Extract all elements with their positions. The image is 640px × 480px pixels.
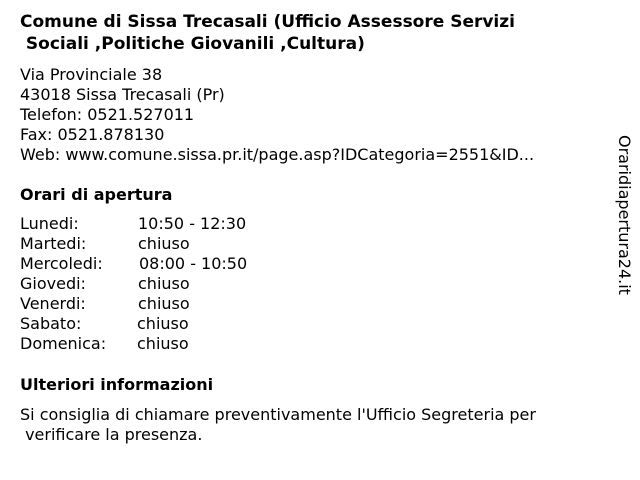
hours-row-monday bbox=[20, 214, 380, 234]
day-label: Giovedi: bbox=[20, 274, 86, 293]
phone-number: Telefon: 0521.527011 bbox=[20, 105, 195, 124]
hours-row-sunday bbox=[20, 334, 380, 354]
fax-number: Fax: 0521.878130 bbox=[20, 125, 165, 144]
site-brand-vertical: Oraridiapertura24.it bbox=[615, 135, 634, 295]
day-hours: chiuso bbox=[137, 334, 189, 353]
hours-row-saturday bbox=[20, 314, 380, 334]
opening-hours-list bbox=[20, 214, 380, 354]
day-label: Mercoledi: bbox=[20, 254, 103, 273]
opening-hours-heading: Orari di apertura bbox=[20, 185, 173, 204]
day-label: Lunedi: bbox=[20, 214, 79, 233]
day-hours: 10:50 - 12:30 bbox=[138, 214, 247, 233]
hours-row-thursday bbox=[20, 274, 380, 294]
more-info-text: Si consiglia di chiamare preventivamente l'Ufficio Segreteria per verificare la presenza. bbox=[20, 405, 536, 444]
day-hours: chiuso bbox=[138, 274, 190, 293]
address-street: Via Provinciale 38 bbox=[20, 65, 163, 84]
day-hours: chiuso bbox=[138, 234, 190, 253]
contact-block bbox=[20, 65, 534, 165]
more-info-heading: Ulteriori informazioni bbox=[20, 375, 214, 394]
day-hours: chiuso bbox=[137, 314, 189, 333]
day-label: Venerdi: bbox=[20, 294, 86, 313]
day-hours: 08:00 - 10:50 bbox=[139, 254, 248, 273]
page-title: Comune di Sissa Trecasali (Ufficio Assessore Servizi Sociali ,Politiche Giovanili ,Cultura) bbox=[20, 12, 515, 54]
day-label: Martedi: bbox=[20, 234, 87, 253]
hours-row-wednesday bbox=[20, 254, 380, 274]
website-link[interactable]: Web: www.comune.sissa.pr.it/page.asp?IDCategoria=2551&ID... bbox=[20, 145, 535, 164]
day-label: Sabato: bbox=[20, 314, 82, 333]
hours-row-tuesday bbox=[20, 234, 380, 254]
hours-row-friday bbox=[20, 294, 380, 314]
day-label: Domenica: bbox=[20, 334, 107, 353]
day-hours: chiuso bbox=[138, 294, 190, 313]
address-city: 43018 Sissa Trecasali (Pr) bbox=[20, 85, 225, 104]
